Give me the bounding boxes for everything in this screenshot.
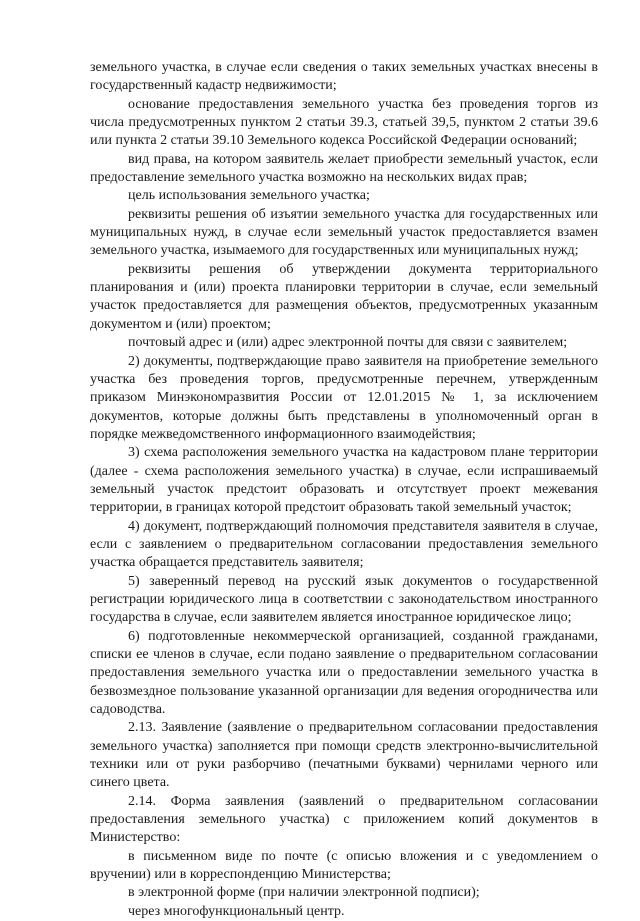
paragraph: цель использования земельного участка; — [128, 188, 370, 204]
paragraph: реквизиты решения об утверждении документа территориального планирования и (или) проекта планировки территории в случае, если земельный участок предоставляется для размещения объектов, предусмотренных указанным документом и (или) проектом; — [90, 261, 598, 332]
paragraph: 2) документы, подтверждающие право заявителя на приобретение земельного участка без проведения торгов, предусмотренные перечнем, утвержденным приказом Минэкономразвития России от 12.01.2015 № 1, за исключением документов, которые должны быть представлены в уполномоченный орган в порядке межведомственного информационного взаимодействия; — [90, 353, 598, 442]
document-body — [90, 59, 598, 921]
paragraph: 6) подготовленные некоммерческой организацией, созданной гражданами, списки ее членов в случае, если подано заявление о предварительном согласовании предоставления земельного участка или о предоставлении земельного участка в безвозмездное пользование указанной организации для ведения огородничества или садоводства. — [90, 628, 598, 718]
paragraph: земельного участка, в случае если сведения о таких земельных участках внесены в государственный кадастр недвижимости; — [90, 60, 598, 94]
paragraph: через многофункциональный центр. — [128, 903, 345, 919]
paragraph: 2.14. Форма заявления (заявлений о предварительном согласовании предоставления земельного участка) с приложением копий документов в Министерство: — [90, 793, 598, 846]
paragraph: вид права, на котором заявитель желает приобрести земельный участок, если предоставление земельного участка возможно на нескольких видах прав; — [90, 151, 598, 186]
paragraph: 5) заверенный перевод на русский язык документов о государственной регистрации юридического лица в соответствии с законодательством иностранного государства в случае, если заявителем является иностранное юридическое лицо; — [90, 573, 598, 626]
paragraph: 4) документ, подтверждающий полномочия представителя заявителя в случае, если с заявлением о предварительном согласовании предоставления земельного участка обращается представитель заявителя; — [90, 518, 598, 571]
paragraph: почтовый адрес и (или) адрес электронной почты для связи с заявителем; — [128, 335, 568, 351]
paragraph: основание предоставления земельного участка без проведения торгов из числа предусмотренных пунктом 2 статьи 39.3, статьей 39,5, пунктом 2 статьи 39.6 или пункта 2 статьи 39.10 Земельного кодекса Российской Федерации оснований; — [90, 96, 598, 149]
paragraph: 2.13. Заявление (заявление о предварительном согласовании предоставления земельного участка) заполняется при помощи средств электронно-вычислительной техники или от руки разборчиво (печатными буквами) чернилами черного или синего цвета. — [90, 720, 598, 791]
paragraph: реквизиты решения об изъятии земельного участка для государственных или муниципальных нужд, в случае если земельный участок предоставляется взамен земельного участка, изымаемого для государственных или муниципальных нужд; — [90, 206, 598, 259]
paragraph: в электронной форме (при наличии электронной подписи); — [128, 885, 480, 901]
paragraph: в письменном виде по почте (с описью вложения и с уведомлением о вручении) или в корреспонденцию Министерства; — [90, 848, 598, 883]
paragraph: 3) схема расположения земельного участка на кадастровом плане территории (далее - схема расположения земельного участка) в случае, если испрашиваемый земельный участок предстоит образовать и отсутствует проект межевания территории, в границах которой предстоит образовать такой земельный участок; — [90, 445, 598, 516]
